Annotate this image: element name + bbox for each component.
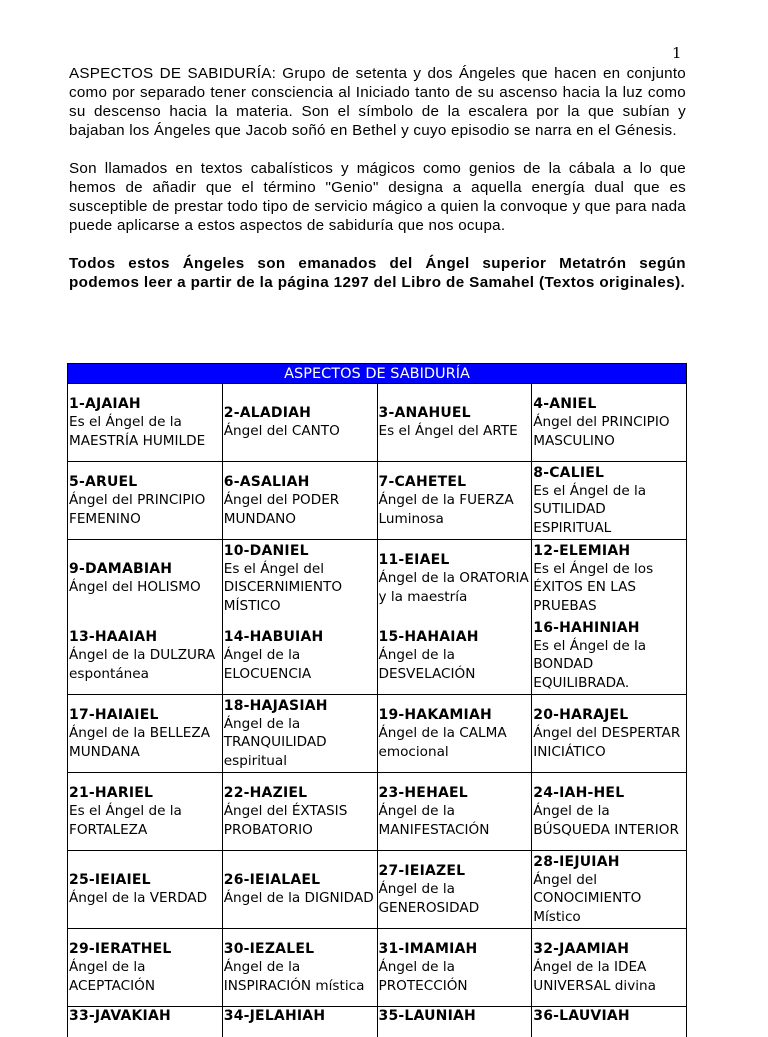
angel-cell	[68, 540, 223, 618]
angel-name: 15-HAHAIAH	[379, 628, 532, 646]
angel-name: 30-IEZALEL	[224, 940, 377, 958]
angel-cell	[532, 695, 687, 773]
angel-cell	[532, 617, 687, 695]
angel-cell	[377, 929, 532, 1007]
angel-description: Ángel de la MANIFESTACIÓN	[379, 802, 532, 839]
angel-description: Ángel de la CALMA emocional	[379, 724, 532, 761]
angel-cell	[532, 462, 687, 540]
angel-name: 36-LAUVIAH	[533, 1007, 686, 1025]
angel-name: 27-IEIAZEL	[379, 862, 532, 880]
table-row	[68, 695, 687, 773]
table-row	[68, 773, 687, 851]
angel-description: Ángel del CANTO	[224, 422, 377, 441]
angel-cell	[377, 773, 532, 851]
table-row	[68, 929, 687, 1007]
angel-name: 6-ASALIAH	[224, 473, 377, 491]
angel-name: 13-HAAIAH	[69, 628, 222, 646]
angel-name: 31-IMAMIAH	[379, 940, 532, 958]
angel-cell	[68, 617, 223, 695]
angel-name: 12-ELEMIAH	[533, 542, 686, 560]
table-header: ASPECTOS DE SABIDURÍA	[68, 364, 687, 384]
table-row	[68, 540, 687, 618]
angel-cell	[68, 462, 223, 540]
angel-name: 24-IAH-HEL	[533, 784, 686, 802]
angel-description: Ángel del PODER MUNDANO	[224, 491, 377, 528]
angel-cell	[377, 462, 532, 540]
angel-description: Es el Ángel de la SUTILIDAD ESPIRITUAL	[533, 482, 686, 538]
angel-cell	[222, 929, 377, 1007]
table-row	[68, 462, 687, 540]
angel-name: 17-HAIAIEL	[69, 706, 222, 724]
angel-description: Ángel de la PROTECCIÓN	[379, 958, 532, 995]
angel-description: Ángel de la IDEA UNIVERSAL divina	[533, 958, 686, 995]
angel-cell	[532, 540, 687, 618]
angel-name: 16-HAHINIAH	[533, 619, 686, 637]
angel-name: 23-HEHAEL	[379, 784, 532, 802]
angel-cell	[68, 384, 223, 462]
angel-name: 4-ANIEL	[533, 395, 686, 413]
table-row	[68, 384, 687, 462]
angel-description: Ángel de la FUERZA Luminosa	[379, 491, 532, 528]
angel-cell	[68, 929, 223, 1007]
angel-cell	[377, 695, 532, 773]
angel-cell	[68, 1007, 223, 1037]
angel-description: Ángel de la ELOCUENCIA	[224, 646, 377, 683]
angel-description: Ángel del DESPERTAR INICIÁTICO	[533, 724, 686, 761]
table-header-row	[68, 364, 687, 384]
angel-name: 20-HARAJEL	[533, 706, 686, 724]
angel-description: Ángel del PRINCIPIO MASCULINO	[533, 413, 686, 450]
angel-cell	[222, 540, 377, 618]
angel-description: Ángel de la GENEROSIDAD	[379, 880, 532, 917]
angel-name: 34-JELAHIAH	[224, 1007, 377, 1025]
angel-name: 22-HAZIEL	[224, 784, 377, 802]
angel-cell	[68, 851, 223, 929]
angel-name: 35-LAUNIAH	[379, 1007, 532, 1025]
angel-cell	[68, 773, 223, 851]
angel-description: Es el Ángel de la MAESTRÍA HUMILDE	[69, 413, 222, 450]
angel-name: 9-DAMABIAH	[69, 560, 222, 578]
angel-name: 10-DANIEL	[224, 542, 377, 560]
angel-description: Ángel de la ACEPTACIÓN	[69, 958, 222, 995]
angel-description: Ángel de la DIGNIDAD	[224, 889, 377, 908]
angel-description: Ángel de la BELLEZA MUNDANA	[69, 724, 222, 761]
angel-name: 14-HABUIAH	[224, 628, 377, 646]
angel-description: Es el Ángel de los ÉXITOS EN LAS PRUEBAS	[533, 560, 686, 616]
angel-description: Ángel del PRINCIPIO FEMENINO	[69, 491, 222, 528]
angel-name: 32-JAAMIAH	[533, 940, 686, 958]
angel-cell	[222, 617, 377, 695]
angel-description: Ángel del HOLISMO	[69, 578, 222, 597]
angel-description: Ángel de la TRANQUILIDAD espiritual	[224, 715, 377, 771]
angel-description: Ángel de la INSPIRACIÓN mística	[224, 958, 377, 995]
angel-name: 21-HARIEL	[69, 784, 222, 802]
angel-name: 26-IEIALAEL	[224, 871, 377, 889]
angel-cell	[222, 773, 377, 851]
angel-description: Ángel de la VERDAD	[69, 889, 222, 908]
table-row	[68, 1007, 687, 1037]
angel-description: Ángel de la ORATORIA y la maestría	[379, 569, 532, 606]
angel-name: 8-CALIEL	[533, 464, 686, 482]
angel-description: Ángel de la DESVELACIÓN	[379, 646, 532, 683]
angel-cell	[532, 773, 687, 851]
table-row	[68, 617, 687, 695]
angel-cell	[68, 695, 223, 773]
angel-name: 2-ALADIAH	[224, 404, 377, 422]
genios-paragraph: Son llamados en textos cabalísticos y mágicos como genios de la cábala a lo que hemos de añadir que el término "Genio" designa a aquella energía dual que es susceptible de prestar todo tipo de servicio mágico a quien la convoque y que para nada puede aplicarse a estos aspectos de sabiduría que nos ocupa.	[69, 159, 686, 235]
angel-cell	[532, 1007, 687, 1037]
angel-cell	[222, 695, 377, 773]
angel-name: 29-IERATHEL	[69, 940, 222, 958]
angel-cell	[222, 462, 377, 540]
angel-name: 28-IEJUIAH	[533, 853, 686, 871]
angel-cell	[222, 1007, 377, 1037]
angel-description: Ángel de la BÚSQUEDA INTERIOR	[533, 802, 686, 839]
angel-cell	[377, 540, 532, 618]
angel-cell	[377, 851, 532, 929]
angel-cell	[222, 851, 377, 929]
angel-description: Es el Ángel del ARTE	[379, 422, 532, 441]
angel-description: Ángel del CONOCIMIENTO Místico	[533, 871, 686, 927]
angel-cell	[377, 1007, 532, 1037]
table-body	[68, 384, 687, 1037]
angel-name: 3-ANAHUEL	[379, 404, 532, 422]
page-number: 1	[672, 44, 682, 62]
angel-description: Es el Ángel de la FORTALEZA	[69, 802, 222, 839]
intro-paragraph: ASPECTOS DE SABIDURÍA: Grupo de setenta y dos Ángeles que hacen en conjunto como por separado tener consciencia al Iniciado tanto de su ascenso hacia la luz como su descenso hacia la materia. Son el símbolo de la escalera por la que subían y bajaban los Ángeles que Jacob soñó en Bethel y cuyo episodio se narra en el Génesis.	[69, 64, 686, 140]
angel-name: 25-IEIAIEL	[69, 871, 222, 889]
angel-cell	[532, 384, 687, 462]
angel-description: Es el Ángel del DISCERNIMIENTO MÍSTICO	[224, 560, 377, 616]
angel-name: 33-JAVAKIAH	[69, 1007, 222, 1025]
angel-cell	[377, 384, 532, 462]
angel-description: Es el Ángel de la BONDAD EQUILIBRADA.	[533, 637, 686, 693]
angel-name: 5-ARUEL	[69, 473, 222, 491]
angel-cell	[377, 617, 532, 695]
angel-cell	[532, 851, 687, 929]
document-body	[69, 64, 686, 292]
angel-name: 7-CAHETEL	[379, 473, 532, 491]
angels-table	[67, 363, 687, 1037]
angel-name: 11-EIAEL	[379, 551, 532, 569]
angel-name: 1-AJAIAH	[69, 395, 222, 413]
angel-cell	[222, 384, 377, 462]
angel-name: 19-HAKAMIAH	[379, 706, 532, 724]
angel-cell	[532, 929, 687, 1007]
metatron-paragraph: Todos estos Ángeles son emanados del Ángel superior Metatrón según podemos leer a partir de la página 1297 del Libro de Samahel (Textos originales).	[69, 254, 686, 292]
angel-name: 18-HAJASIAH	[224, 697, 377, 715]
table-row	[68, 851, 687, 929]
angel-description: Ángel del ÉXTASIS PROBATORIO	[224, 802, 377, 839]
angel-description: Ángel de la DULZURA espontánea	[69, 646, 222, 683]
